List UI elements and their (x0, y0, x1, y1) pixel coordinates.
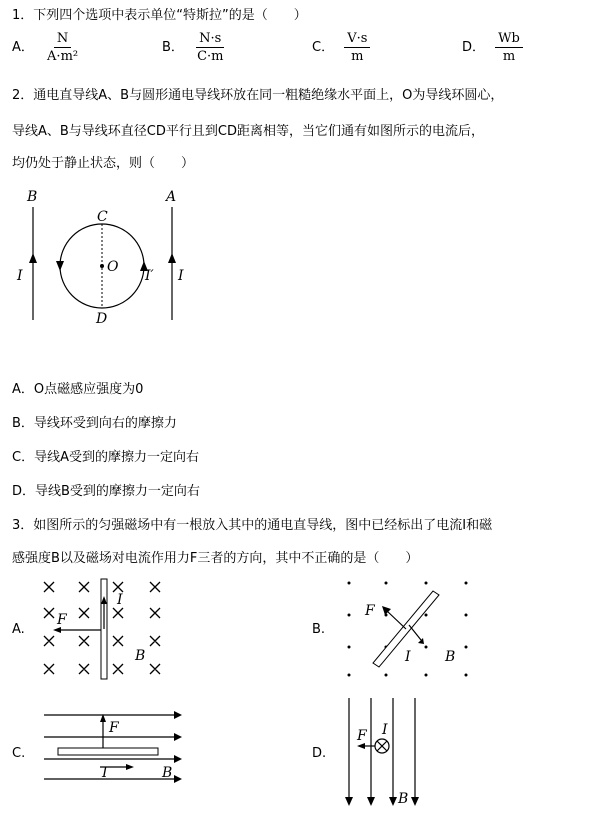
q2-option-d[interactable]: D．导线B受到的摩擦力一定向右 (12, 484, 200, 499)
option-letter: B． (162, 40, 184, 55)
q1-option-d[interactable] (462, 30, 523, 65)
frac-den: A·m² (47, 49, 79, 64)
q2-option-b[interactable]: B．导线环受到向右的摩擦力 (12, 416, 177, 431)
frac-num: N·s (196, 30, 224, 48)
arrow-up-icon (29, 253, 37, 263)
label-i: I (102, 765, 108, 781)
frac-num: Wb (495, 30, 523, 48)
label-c: C (97, 209, 108, 225)
label-f: F (109, 720, 119, 736)
q3-option-b[interactable]: B. (312, 622, 326, 637)
arrow-down-icon (367, 797, 375, 806)
arrow-right-icon (174, 733, 182, 741)
q2-stem-line1: 2．通电直导线A、B与圆形通电导线环放在同一粗糙绝缘水平面上，O为导线环圆心， (12, 88, 504, 103)
label-i: I (405, 649, 411, 665)
label-i-right: I (178, 268, 184, 284)
q3-option-d[interactable]: D. (312, 746, 327, 761)
q3-figure-a (35, 576, 180, 686)
q3-stem-line1: 3．如图所示的匀强磁场中有一根放入其中的通电直导线，图中已经标出了电流I和磁 (12, 518, 493, 533)
label-b: B (27, 189, 38, 205)
q3-option-c[interactable]: C. (12, 746, 26, 761)
label-f: F (365, 603, 375, 619)
q1-stem: 1．下列四个选项中表示单位“特斯拉”的是（ ） (12, 8, 307, 23)
q1-option-a[interactable] (12, 30, 81, 65)
arrow-down-icon (56, 261, 64, 271)
label-a: A (166, 189, 177, 205)
option-letter: D． (462, 40, 486, 55)
label-f: F (357, 728, 367, 744)
option-letter: A． (12, 40, 34, 55)
frac-den: m (351, 49, 364, 64)
frac-den: m (502, 49, 516, 64)
q2-option-c[interactable]: C．导线A受到的摩擦力一定向右 (12, 450, 199, 465)
arrow-right-icon (126, 764, 134, 770)
label-i: I (382, 722, 388, 738)
label-i-ring: I′ (145, 268, 154, 284)
arrow-down-icon (345, 797, 353, 806)
arrow-right-icon (174, 755, 182, 763)
q1-option-b[interactable] (162, 30, 226, 65)
label-d: D (96, 311, 108, 327)
label-o: O (107, 259, 119, 275)
frac-num: N (54, 30, 71, 48)
arrow-up-icon (168, 253, 176, 263)
option-letter: C． (312, 40, 335, 55)
label-b: B (135, 648, 146, 664)
q3-option-a[interactable]: A. (12, 622, 25, 637)
arrow-right-icon (174, 775, 182, 783)
label-b: B (398, 791, 409, 807)
q3-figure-b (335, 575, 480, 685)
center-o (100, 264, 104, 268)
label-f: F (57, 612, 67, 628)
q2-stem-line2: 导线A、B与导线环直径CD平行且到CD距离相等，当它们通有如图所示的电流后， (12, 124, 484, 139)
arrow-down-icon (411, 797, 419, 806)
q3-figure-c (40, 695, 190, 790)
label-b: B (162, 765, 173, 781)
arrow-downright-icon (418, 638, 424, 644)
label-b: B (445, 649, 456, 665)
q3-figure-d (335, 696, 435, 814)
q1-option-c[interactable] (312, 30, 370, 65)
q2-option-a[interactable]: A．O点磁感应强度为0 (12, 382, 144, 397)
q3-stem-line2: 感强度B以及磁场对电流作用力F三者的方向，其中不正确的是（ ） (12, 551, 419, 566)
wire (58, 748, 158, 755)
arrow-down-icon (389, 797, 397, 806)
q2-stem-line3: 均仍处于静止状态，则（ ） (12, 156, 195, 171)
frac-den: C·m (197, 49, 224, 64)
q2-figure (0, 185, 220, 330)
label-i: I (117, 592, 123, 608)
frac-num: V·s (344, 30, 370, 48)
arrow-right-icon (174, 711, 182, 719)
label-i-left: I (17, 268, 23, 284)
